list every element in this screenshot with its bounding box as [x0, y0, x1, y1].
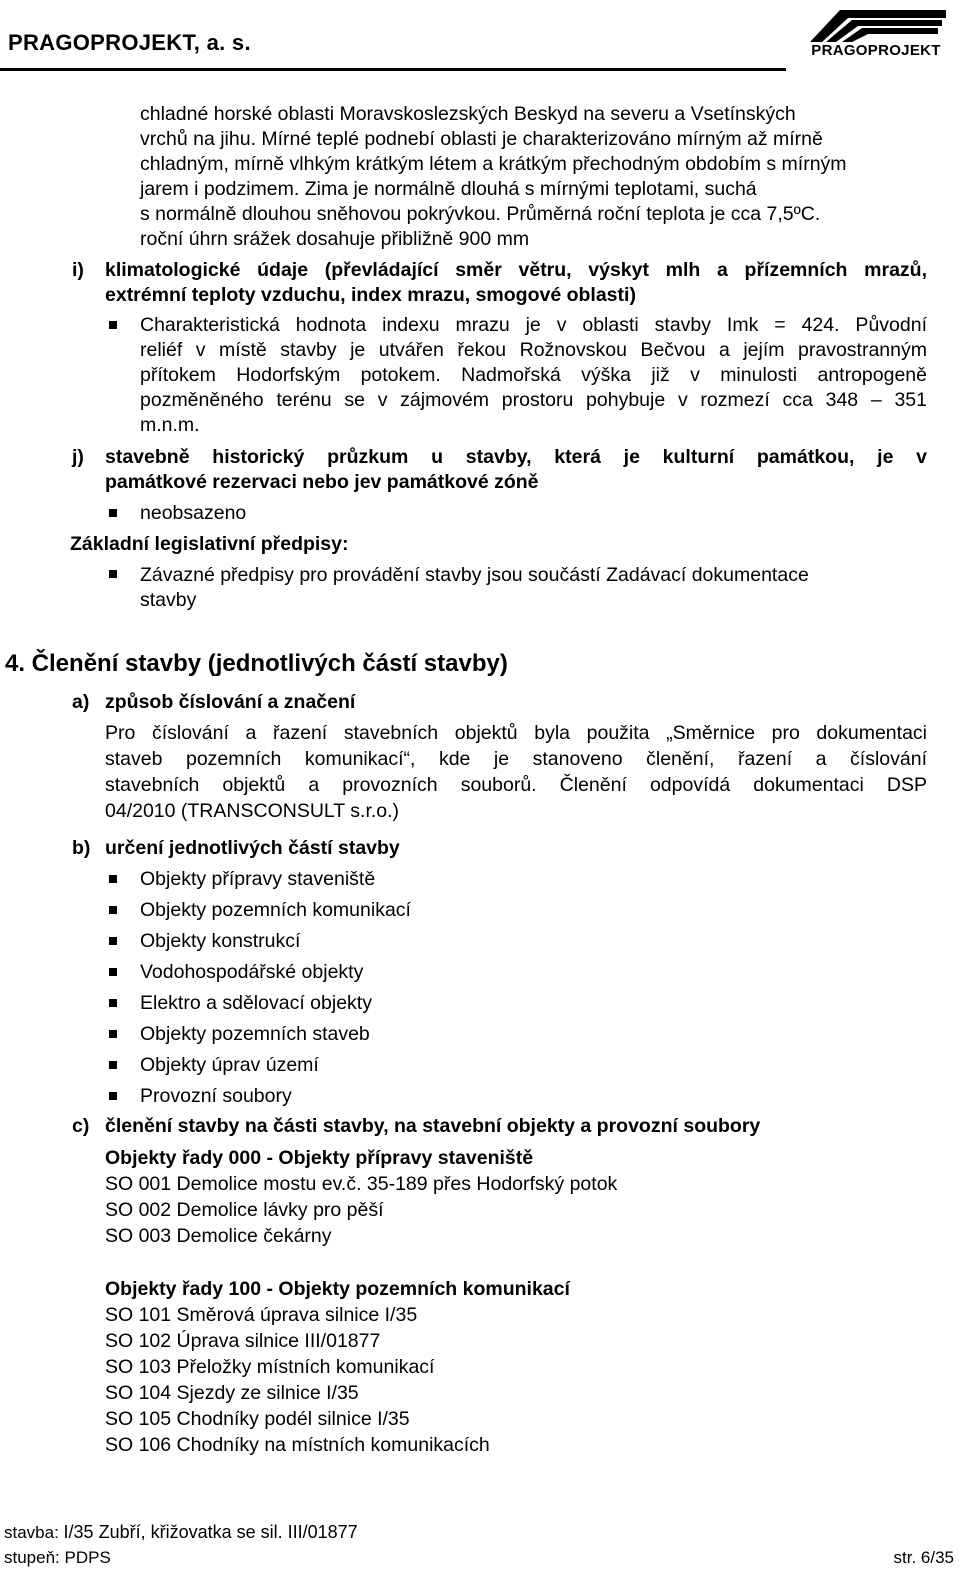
footer-stupen-value: PDPS [64, 1548, 111, 1567]
text-line: roční úhrn srážek dosahuje přibližně 900 mm [140, 228, 530, 250]
section-b-heading: určení jednotlivých částí stavby [105, 837, 400, 859]
bullet-icon [109, 937, 117, 945]
bullet-icon [109, 1030, 117, 1038]
intro-paragraph [140, 102, 930, 252]
chapter-title: 4. Členění stavby (jednotlivých částí stavby) [5, 650, 508, 677]
object-item: SO 103 Přeložky místních komunikací [105, 1356, 435, 1378]
footer-stupen-label: stupeň: [4, 1548, 60, 1567]
bullet-icon [109, 999, 117, 1007]
list-item: Objekty pozemních komunikací [140, 899, 411, 921]
section-j-heading [105, 445, 927, 495]
section-i-marker: i) [72, 259, 84, 281]
text-line: reliéf v místě stavby je utvářen řekou Rožnovskou Bečvou a jejím pravostranným [140, 339, 927, 361]
text-line: staveb pozemních komunikací“, kde je stanoveno členění, řazení a číslování [105, 748, 927, 770]
text-line: pozměněného terénu se v zájmovém prostoru pohybuje v rozmezí cca 348 – 351 [140, 389, 927, 411]
object-group-000 [105, 1145, 617, 1249]
list-item: Elektro a sdělovací objekty [140, 992, 372, 1014]
list-item: Objekty přípravy staveniště [140, 868, 376, 890]
section-a-marker: a) [72, 691, 90, 713]
object-item: SO 102 Úprava silnice III/01877 [105, 1330, 381, 1352]
section-b-marker: b) [72, 837, 91, 859]
text-line: Pro číslování a řazení stavebních objektů byla použita „Směrnice pro dokumentaci [105, 722, 927, 744]
object-item: SO 106 Chodníky na místních komunikacích [105, 1434, 490, 1456]
heading-line: stavebně historický průzkum u stavby, která je kulturní památkou, je v [105, 446, 927, 468]
list-item: Vodohospodářské objekty [140, 961, 364, 983]
bullet-icon [109, 875, 117, 883]
bullet-icon [109, 1092, 117, 1100]
object-item: SO 101 Směrová úprava silnice I/35 [105, 1304, 418, 1326]
section-j-marker: j) [72, 446, 84, 468]
object-item: SO 001 Demolice mostu ev.č. 35-189 přes Hodorfský potok [105, 1173, 618, 1195]
section-i-bullet-paragraph [140, 313, 927, 438]
heading-line: extrémní teploty vzduchu, index mrazu, smogové oblasti) [105, 284, 636, 306]
text-line: s normálně dlouhou sněhovou pokrývkou. Průměrná roční teplota je cca 7,5ºC. [140, 203, 821, 225]
footer-stavba-value: I/35 Zubří, křižovatka se sil. III/01877 [63, 1522, 358, 1542]
text-line: Závazné předpisy pro provádění stavby jsou součástí Zadávací dokumentace [140, 564, 809, 586]
footer-stupen [4, 1548, 111, 1568]
heading-line: klimatologické údaje (převládající směr větru, výskyt mlh a přízemních mrazů, [105, 259, 927, 281]
text-line: chladné horské oblasti Moravskoslezských Beskyd na severu a Vsetínských [140, 103, 796, 125]
object-group-100 [105, 1276, 570, 1458]
group-title: Objekty řady 100 - Objekty pozemních komunikací [105, 1278, 570, 1300]
object-item: SO 105 Chodníky podél silnice I/35 [105, 1408, 410, 1430]
footer-stavba-label: stavba: [4, 1523, 59, 1542]
bullet-icon [109, 906, 117, 914]
heading-line: památkové rezervaci nebo jev památkové zóně [105, 471, 539, 493]
text-line: chladným, mírně vlhkým krátkým létem a krátkým přechodným obdobím s mírným [140, 153, 847, 175]
section-j-bullet: neobsazeno [140, 502, 247, 524]
text-line: 04/2010 (TRANSCONSULT s.r.o.) [105, 800, 400, 822]
section-c-heading: členění stavby na části stavby, na stavební objekty a provozní soubory [105, 1115, 761, 1137]
object-item: SO 104 Sjezdy ze silnice I/35 [105, 1382, 359, 1404]
text-line: m.n.m. [140, 414, 200, 436]
header-rule [0, 68, 786, 71]
logo-text: PRAGOPROJEKT [811, 42, 941, 59]
company-name: PRAGOPROJEKT, a. s. [8, 30, 251, 55]
legislation-heading: Základní legislativní předpisy: [70, 533, 349, 555]
legislation-bullet [140, 563, 930, 613]
section-c-marker: c) [72, 1115, 90, 1137]
text-line: stavby [140, 589, 197, 611]
bullet-icon [109, 570, 117, 578]
list-item: Objekty úprav území [140, 1054, 319, 1076]
bullet-icon [109, 509, 117, 517]
list-item: Objekty konstrukcí [140, 930, 301, 952]
page-number: str. 6/35 [893, 1548, 954, 1567]
text-line: vrchů na jihu. Mírné teplé podnebí oblasti je charakterizováno mírným až mírně [140, 128, 823, 150]
bullet-icon [109, 1061, 117, 1069]
section-a-paragraph [105, 720, 927, 824]
group-title: Objekty řady 000 - Objekty přípravy staveniště [105, 1147, 534, 1169]
bullet-icon [109, 321, 117, 329]
text-line: stavebních objektů a provozních souborů. Členění odpovídá dokumentaci DSP [105, 774, 927, 796]
list-item: Objekty pozemních staveb [140, 1023, 370, 1045]
bullet-icon [109, 968, 117, 976]
section-a-heading: způsob číslování a značení [105, 691, 356, 713]
text-line: přítokem Hodorfským potokem. Nadmořská výška již v minulosti antropogeně [140, 364, 927, 386]
footer-stavba [4, 1522, 358, 1543]
object-item: SO 002 Demolice lávky pro pěší [105, 1199, 384, 1221]
object-item: SO 003 Demolice čekárny [105, 1225, 332, 1247]
text-line: Charakteristická hodnota indexu mrazu je v oblasti stavby Imk = 424. Původní [140, 314, 927, 336]
text-line: jarem i podzimem. Zima je normálně dlouhá s mírnými teplotami, suchá [140, 178, 757, 200]
section-i-heading [105, 258, 927, 308]
list-item: Provozní soubory [140, 1085, 292, 1107]
